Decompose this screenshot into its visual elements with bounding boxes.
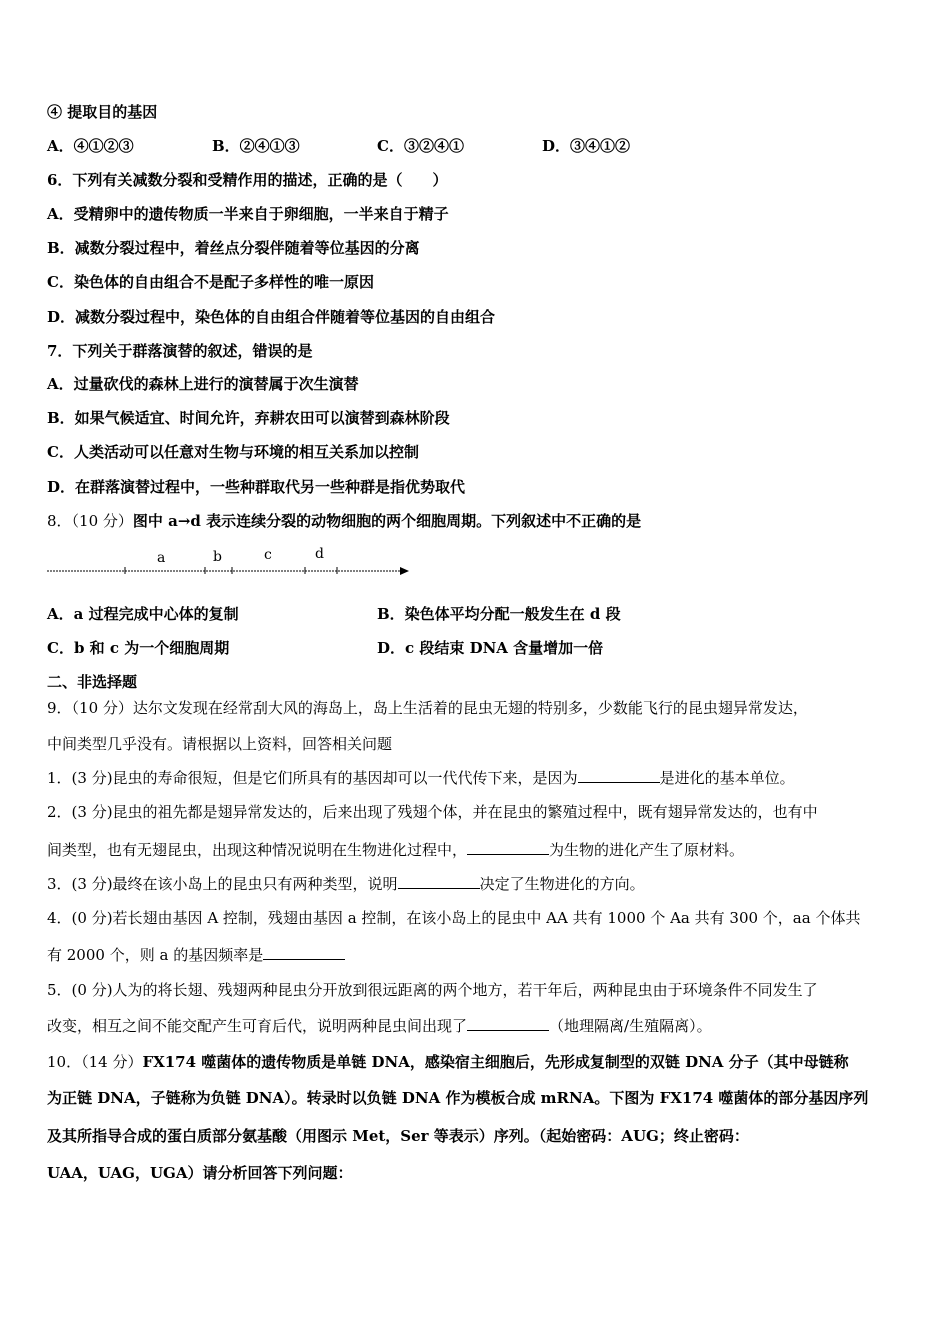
q9-sub1-text: 1．(3 分)昆虫的寿命很短，但是它们所具有的基因却可以一代代传下来，是因为 bbox=[47, 769, 578, 787]
q6-stem: 6．下列有关减数分裂和受精作用的描述，正确的是（ ） bbox=[47, 171, 448, 189]
label-b: b bbox=[213, 549, 222, 565]
section-heading: 二、非选择题 bbox=[47, 673, 138, 691]
q9-sub5-tail: （地理隔离/生殖隔离）。 bbox=[549, 1017, 712, 1035]
q6-option-d[interactable]: D．减数分裂过程中，染色体的自由组合伴随着等位基因的自由组合 bbox=[47, 308, 496, 326]
q7-option-c[interactable]: C．人类活动可以任意对生物与环境的相互关系加以控制 bbox=[47, 443, 419, 461]
q9-sub5-text: 改变，相互之间不能交配产生可育后代，说明两种昆虫间出现了 bbox=[47, 1017, 468, 1035]
q6-option-c[interactable]: C．染色体的自由组合不是配子多样性的唯一原因 bbox=[47, 273, 374, 291]
q10-line3: 及其所指导合成的蛋白质部分氨基酸（用图示 Met，Ser 等表示）序列。（起始密码：AUG；终止密码： bbox=[47, 1127, 749, 1145]
q9-sub1-tail: 是进化的基本单位。 bbox=[659, 769, 795, 787]
q9-sub3-tail: 决定了生物进化的方向。 bbox=[479, 875, 645, 893]
q9-sub4-line1: 4．(0 分)若长翅由基因 A 控制，残翅由基因 a 控制，在该小岛上的昆虫中 AA 共有 1000 个 Aa 共有 300 个，aa 个体共 bbox=[47, 909, 861, 927]
q10-number-score: 10．（14 分） bbox=[47, 1053, 143, 1071]
q9-sub3-text: 3．(3 分)最终在该小岛上的昆虫只有两种类型，说明 bbox=[47, 875, 398, 893]
answer-blank-4[interactable] bbox=[263, 945, 345, 960]
q9-sub1 bbox=[47, 768, 795, 788]
q5-option-b[interactable]: B．②④①③ bbox=[212, 137, 300, 155]
q9-sub3 bbox=[47, 874, 645, 894]
q10-line1 bbox=[47, 1052, 849, 1072]
q7-option-d[interactable]: D．在群落演替过程中，一些种群取代另一些种群是指优势取代 bbox=[47, 478, 466, 496]
answer-blank-5[interactable] bbox=[467, 1016, 549, 1031]
q7-option-b[interactable]: B．如果气候适宜、时间允许，弃耕农田可以演替到森林阶段 bbox=[47, 409, 450, 427]
q8-option-d[interactable]: D．c 段结束 DNA 含量增加一倍 bbox=[377, 639, 604, 657]
answer-blank-3[interactable] bbox=[398, 874, 480, 889]
q8-stem-line bbox=[47, 511, 641, 531]
answer-blank-1[interactable] bbox=[578, 768, 660, 783]
q5-option-d[interactable]: D．③④①② bbox=[542, 137, 631, 155]
q6-option-a[interactable]: A．受精卵中的遗传物质一半来自于卵细胞，一半来自于精子 bbox=[47, 205, 449, 223]
q9-sub4-text: 有 2000 个，则 a 的基因频率是 bbox=[47, 946, 264, 964]
timeline-arrow-icon bbox=[400, 567, 409, 575]
q8-option-c[interactable]: C．b 和 c 为一个细胞周期 bbox=[47, 639, 230, 657]
q7-stem: 7．下列关于群落演替的叙述，错误的是 bbox=[47, 342, 313, 360]
q9-sub4-line2 bbox=[47, 945, 345, 965]
q10-line1-text: FX174 噬菌体的遗传物质是单链 DNA，感染宿主细胞后，先形成复制型的双链 DNA 分子（其中母链称 bbox=[142, 1053, 849, 1071]
q9-sub2-text: 间类型，也有无翅昆虫，出现这种情况说明在生物进化过程中， bbox=[47, 841, 468, 859]
label-a: a bbox=[157, 550, 166, 566]
q8-option-b[interactable]: B．染色体平均分配一般发生在 d 段 bbox=[377, 605, 621, 623]
q8-stem: 图中 a→d 表示连续分裂的动物细胞的两个细胞周期。下列叙述中不正确的是 bbox=[132, 512, 642, 530]
q8-number: 8． bbox=[47, 512, 72, 530]
label-d: d bbox=[315, 546, 324, 562]
q10-line4: UAA，UAG，UGA）请分析回答下列问题： bbox=[47, 1164, 353, 1182]
q8-score: （10 分） bbox=[71, 512, 133, 530]
q5-item4: ④ 提取目的基因 bbox=[47, 103, 158, 121]
q6-option-b[interactable]: B．减数分裂过程中，着丝点分裂伴随着等位基因的分离 bbox=[47, 239, 420, 257]
cell-cycle-diagram bbox=[45, 540, 415, 585]
q9-sub5-line2 bbox=[47, 1016, 712, 1036]
q5-option-a[interactable]: A．④①②③ bbox=[47, 137, 134, 155]
q10-line2: 为正链 DNA，子链称为负链 DNA）。转录时以负链 DNA 作为模板合成 mRNA。下图为 FX174 噬菌体的部分基因序列 bbox=[47, 1089, 869, 1107]
q9-line2: 中间类型几乎没有。请根据以上资料，回答相关问题 bbox=[47, 735, 393, 753]
q7-option-a[interactable]: A．过量砍伐的森林上进行的演替属于次生演替 bbox=[47, 375, 359, 393]
q9-sub2-line2 bbox=[47, 840, 744, 860]
q9-line1: 9．（10 分）达尔文发现在经常刮大风的海岛上，岛上生活着的昆虫无翅的特别多，少数能飞行的昆虫翅异常发达， bbox=[47, 699, 808, 717]
q9-sub2-tail: 为生物的进化产生了原材料。 bbox=[549, 841, 745, 859]
answer-blank-2[interactable] bbox=[467, 840, 549, 855]
q8-option-a[interactable]: A．a 过程完成中心体的复制 bbox=[47, 605, 239, 623]
label-c: c bbox=[264, 547, 272, 563]
q9-sub5-line1: 5．(0 分)人为的将长翅、残翅两种昆虫分开放到很远距离的两个地方，若干年后，两种昆虫由于环境条件不同发生了 bbox=[47, 981, 818, 999]
q5-option-c[interactable]: C．③②④① bbox=[377, 137, 464, 155]
q9-sub2-line1: 2．(3 分)昆虫的祖先都是翅异常发达的，后来出现了残翅个体，并在昆虫的繁殖过程中，既有翅异常发达的，也有中 bbox=[47, 803, 818, 821]
